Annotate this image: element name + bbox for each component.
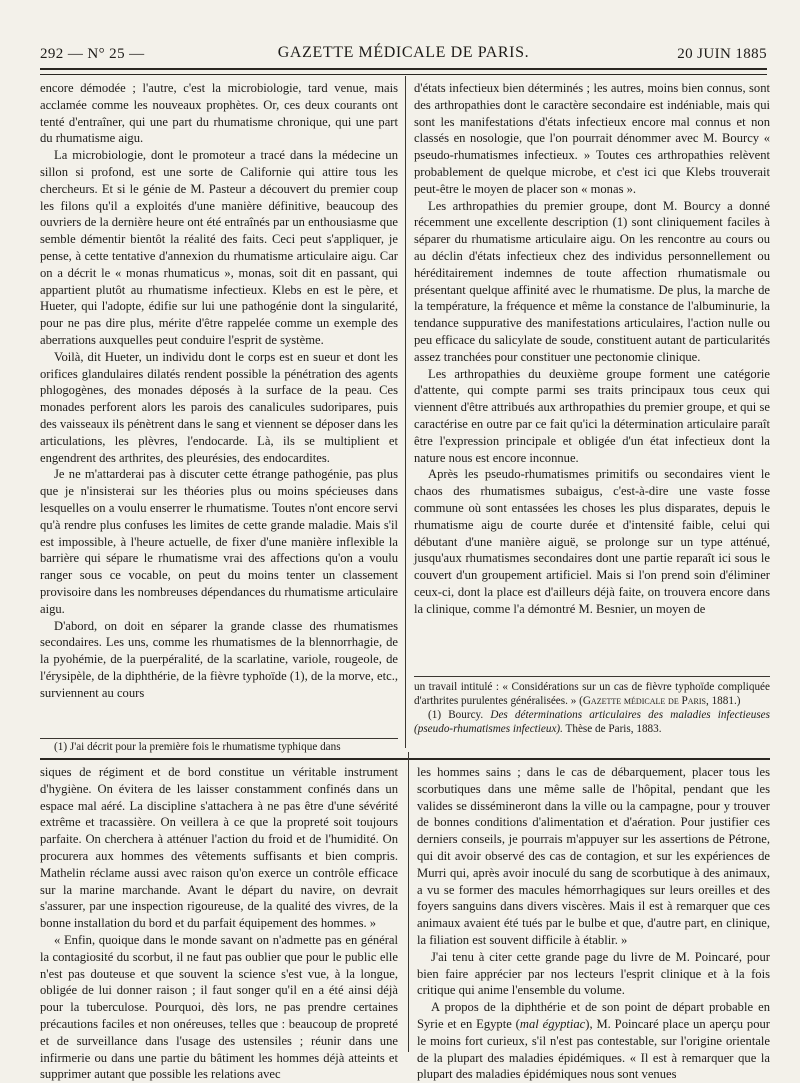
issue-date: 20 JUIN 1885 (677, 46, 767, 62)
footnotes-right (414, 680, 770, 736)
italic-term: mal égyptiac (519, 1016, 586, 1031)
paragraph: Je ne m'attarderai pas à discuter cette étrange pathogénie, pas plus que je n'insisterai sur les théories plus ou moins spécieuses dans lesquelles on a voulu enserrer le rhumatisme. Toutes n'ont encore servi qu'à rendre plus confuses les limites de cette grande maladie. Mais s'il est impossible, à l'heure actuelle, de fixer d'une manière inflexible la barrière qui sépare le rhumatisme vrai des affections qu'on a voulu ranger sous ce vocable, on peut du moins tenter un classement provisoire dans les nombreuses dépendances du rhumatisme articulaire aigu. (40, 467, 398, 616)
paragraph: siques de régiment et de bord constitue un véritable instrument d'hygiène. On évitera de les laisser constamment confinés dans un espace mal aéré. La discipline s'attachera à ne pas être d'une sévérité extrême et tracassière. On veillera à ce que la propreté soit toujours parfaite. On cherchera à atténuer l'action du froid et de l'humidité. On procurera aux hommes des vêtements suffisants et bien compris. Mathelin réclame aussi avec raison qu'on exerce un contrôle efficace sur la marine marchande. Avant le départ du navire, on devrait s'assurer, par une inspection rigoureuse, de la qualité des vivres, de la bonne installation du bord et du parfait équipement des hommes. » (40, 765, 398, 931)
column-divider-upper (405, 76, 406, 748)
page-number: 292 — N° 25 — (40, 46, 145, 62)
paragraph: encore démodée ; l'autre, c'est la microbiologie, tard venue, mais acclamée comme les nouveaux prophètes. Or, ces deux courants ont tenté d'entraîner, qui une part du rhumatisme chronique, qui une part du rhumatisme aigu. (40, 81, 398, 146)
paragraph: Voilà, dit Hueter, un individu dont le corps est en sueur et dont les orifices glandulaires dilatés rendent possible la pénétration des agents phlogogènes, des monades déposés à la surface de la peau. Ces monades perforent alors les parois des canalicules sudoripares, puis des vaisseaux ils pénètrent dans le sang et viennent se déposer dans les articulations, les plèvres, l'endocarde. Là, ils se multiplient et engendrent des arthrites, des pleurésies, des endocardites. (40, 349, 398, 465)
paragraph: La microbiologie, dont le promoteur a tracé dans la médecine un sillon si profond, est une sorte de Californie qui attire tous les chercheurs. Et si le génie de M. Pasteur a découvert du premier coup les filons qu'il a exploités d'une manière définitive, beaucoup des ouvriers de la dernière heure ont été entraînés par un enthousiasme que semble démentir bientôt la réalité des faits. Ceci peut s'appliquer, je pense, à cette tentative d'annexion du rhumatisme articulaire aigu. Car on a décrit le « monas rhumaticus », monas, soit dit en passant, qui appartient plutôt au rhumatisme infectieux. Klebs en est le père, et Hueter, qui l'adopte, édifie sur lui une pathogénie dont la singularité, pour ne pas dire plus, mérite d'être rappelée comme un exemple des aberrations auxquelles peut conduire l'esprit de système. (40, 148, 398, 347)
paragraph: Les arthropathies du premier groupe, dont M. Bourcy a donné récemment une excellente description (1) sont cliniquement faciles à séparer du rhumatisme articulaire aigu. On les rencontre au cours ou au déclin d'états infectieux chez des individus personnellement ou héréditairement indemnes de toute affection rhumatismale ou présentant quelque affinité avec le rhumatisme. De plus, la marche de la température, la fréquence et même la constance de l'albuminurie, la tendance suppurative des manifestations articulaires, l'action nulle ou peu efficace du salicylate de soude, constituent autant de particularités assez tranchées pour constituer une pectonomie clinique. (414, 198, 770, 364)
column-divider-lower (408, 752, 409, 1052)
journal-reference: Gazette médicale de Paris (582, 695, 706, 707)
paragraph: « Enfin, quoique dans le monde savant on n'admette pas en général la contagiosité du scorbut, il ne faut pas oublier que pour le public elle n'est pas douteuse et que souvent la science s'est vue, à la longue, obligée de lui donner raison ; il faut songer qu'il en a été ainsi déjà pour la tuberculose. Pourquoi, dès lors, ne pas prendre certaines précautions faciles et non onéreuses, telles que : beaucoup de propreté et de surveillance dans l'usage des ustensiles ; réunir dans une infirmerie ou dans une partie du bâtiment les hommes déjà atteints et supprimer autant que possible les relations avec (40, 932, 398, 1082)
footnote-left: (1) J'ai décrit pour la première fois le rhumatisme typhique dans (54, 741, 341, 753)
footnote-continuation: un travail intitulé : « Considérations sur un cas de fièvre typhoïde compliquée d'arthrites purulentes généralisées. » (Gazette médicale de Paris, 1881.) (414, 681, 770, 707)
page-header (40, 44, 767, 66)
paragraph: d'états infectieux bien déterminés ; les autres, moins bien connus, sont des arthropathies dont le caractère secondaire est indéniable, mais qui sont les manifestations d'états infectieux encore mal connus et non classés en nosologie, que l'on pourrait dénommer avec M. Bourcy « pseudo-rhumatismes infectieux. » Toutes ces arthropathies relèvent probablement de quelque microbe, et c'est ici que Klebs trouverait peut-être le moyen de placer son « monas ». (414, 81, 770, 196)
upper-left-column (40, 80, 398, 738)
section-rule (40, 758, 770, 760)
paragraph: D'abord, on doit en séparer la grande classe des rhumatismes secondaires. Les uns, comme les rhumatismes de la blennorrhagie, de la pyohémie, de la puerpéralité, de la scarlatine, variole, rougeole, de l'érysipèle, de la diphthérie, de la fièvre typhoïde (1), de la morve, etc., surviennent au cours (40, 618, 398, 700)
paragraph: A propos de la diphthérie et de son point de départ probable en Syrie et en Egypte (mal égyptiac), M. Poincaré place un aperçu pour le moins fort curieux, s'il n'est pas contestable, sur l'origine orientale de la plupart des maladies épidémiques. « Il est à remarquer que la plupart des maladies épidémiques nous sont venues (417, 1000, 770, 1082)
paragraph: J'ai tenu à citer cette grande page du livre de M. Poincaré, pour bien faire apprécier par nos lecteurs l'esprit clinique et à la fois critique qui anime l'ensemble du volume. (417, 949, 770, 998)
paragraph: Les arthropathies du deuxième groupe forment une catégorie d'attente, qui compte parmi ses traits principaux tous ceux qui viennent d'être attribués aux arthropathies du premier groupe, et qui se caractérise en outre par ce fait qu'ici la détermination articulaire paraît être l'expression principale et obligée d'un état infectieux dont la nature nous est encore inconnue. (414, 366, 770, 465)
thesis-title: Des déterminations articulaires des maladies infectieuses (pseudo-rhumatismes infectieux). (414, 709, 770, 735)
lower-right-column (417, 764, 770, 1082)
paragraph: les hommes sains ; dans le cas de débarquement, placer tous les scorbutiques dans une même salle de l'hôpital, pendant que les valides se dissémineront dans la ville ou la campagne, pour y trouver de bonnes conditions d'alimentation et d'aération. Pour justifier ces derniers conseils, je pourrais m'appuyer sur les assertions de Pétrone, qui dit avoir observé des cas de contagion, et sur les expériences de Murri qui, après avoir inoculé du sang de scorbutique à des animaux, a vu se former des macules hémorrhagiques sur leurs oreilles et des foyers sanguins dans divers viscères. Mais il est à remarquer que ces animaux avaient été tués par le bulbe et que, d'autre part, en clinique, la filiation est souvent difficile à établir. » (417, 765, 770, 947)
footnote-rule-right (414, 676, 770, 677)
footnote-bourcy: (1) Bourcy. Des déterminations articulaires des maladies infectieuses (pseudo-rhumatismes infectieux). Thèse de Paris, 1883. (414, 709, 770, 735)
header-rule-thick (40, 68, 767, 70)
header-rule-thin (40, 74, 767, 75)
journal-title: GAZETTE MÉDICALE DE PARIS. (277, 44, 530, 61)
upper-right-column (414, 80, 770, 672)
footnote-rule-left (40, 738, 398, 739)
lower-left-column (40, 764, 398, 1082)
paragraph: Après les pseudo-rhumatismes primitifs ou secondaires vient le chaos des rhumatismes subaigus, c'est-à-dire une vaste fosse commune où sont entassées les choses les plus disparates, depuis le rhumatisme aigu de courte durée et d'intensité faible, celui qui débutant d'une manière aiguë, se prolonge sur un type atténué, jusqu'aux rhumatismes secondaires dont une partie reparaît ici sous le couvert d'un groupement artificiel. Mais si l'on prend soin d'éliminer ceux-ci, dont la place est d'ailleurs déjà faite, on trouvera encore dans la clinique, comme l'a démontré M. Besnier, un moyen de (414, 467, 770, 616)
